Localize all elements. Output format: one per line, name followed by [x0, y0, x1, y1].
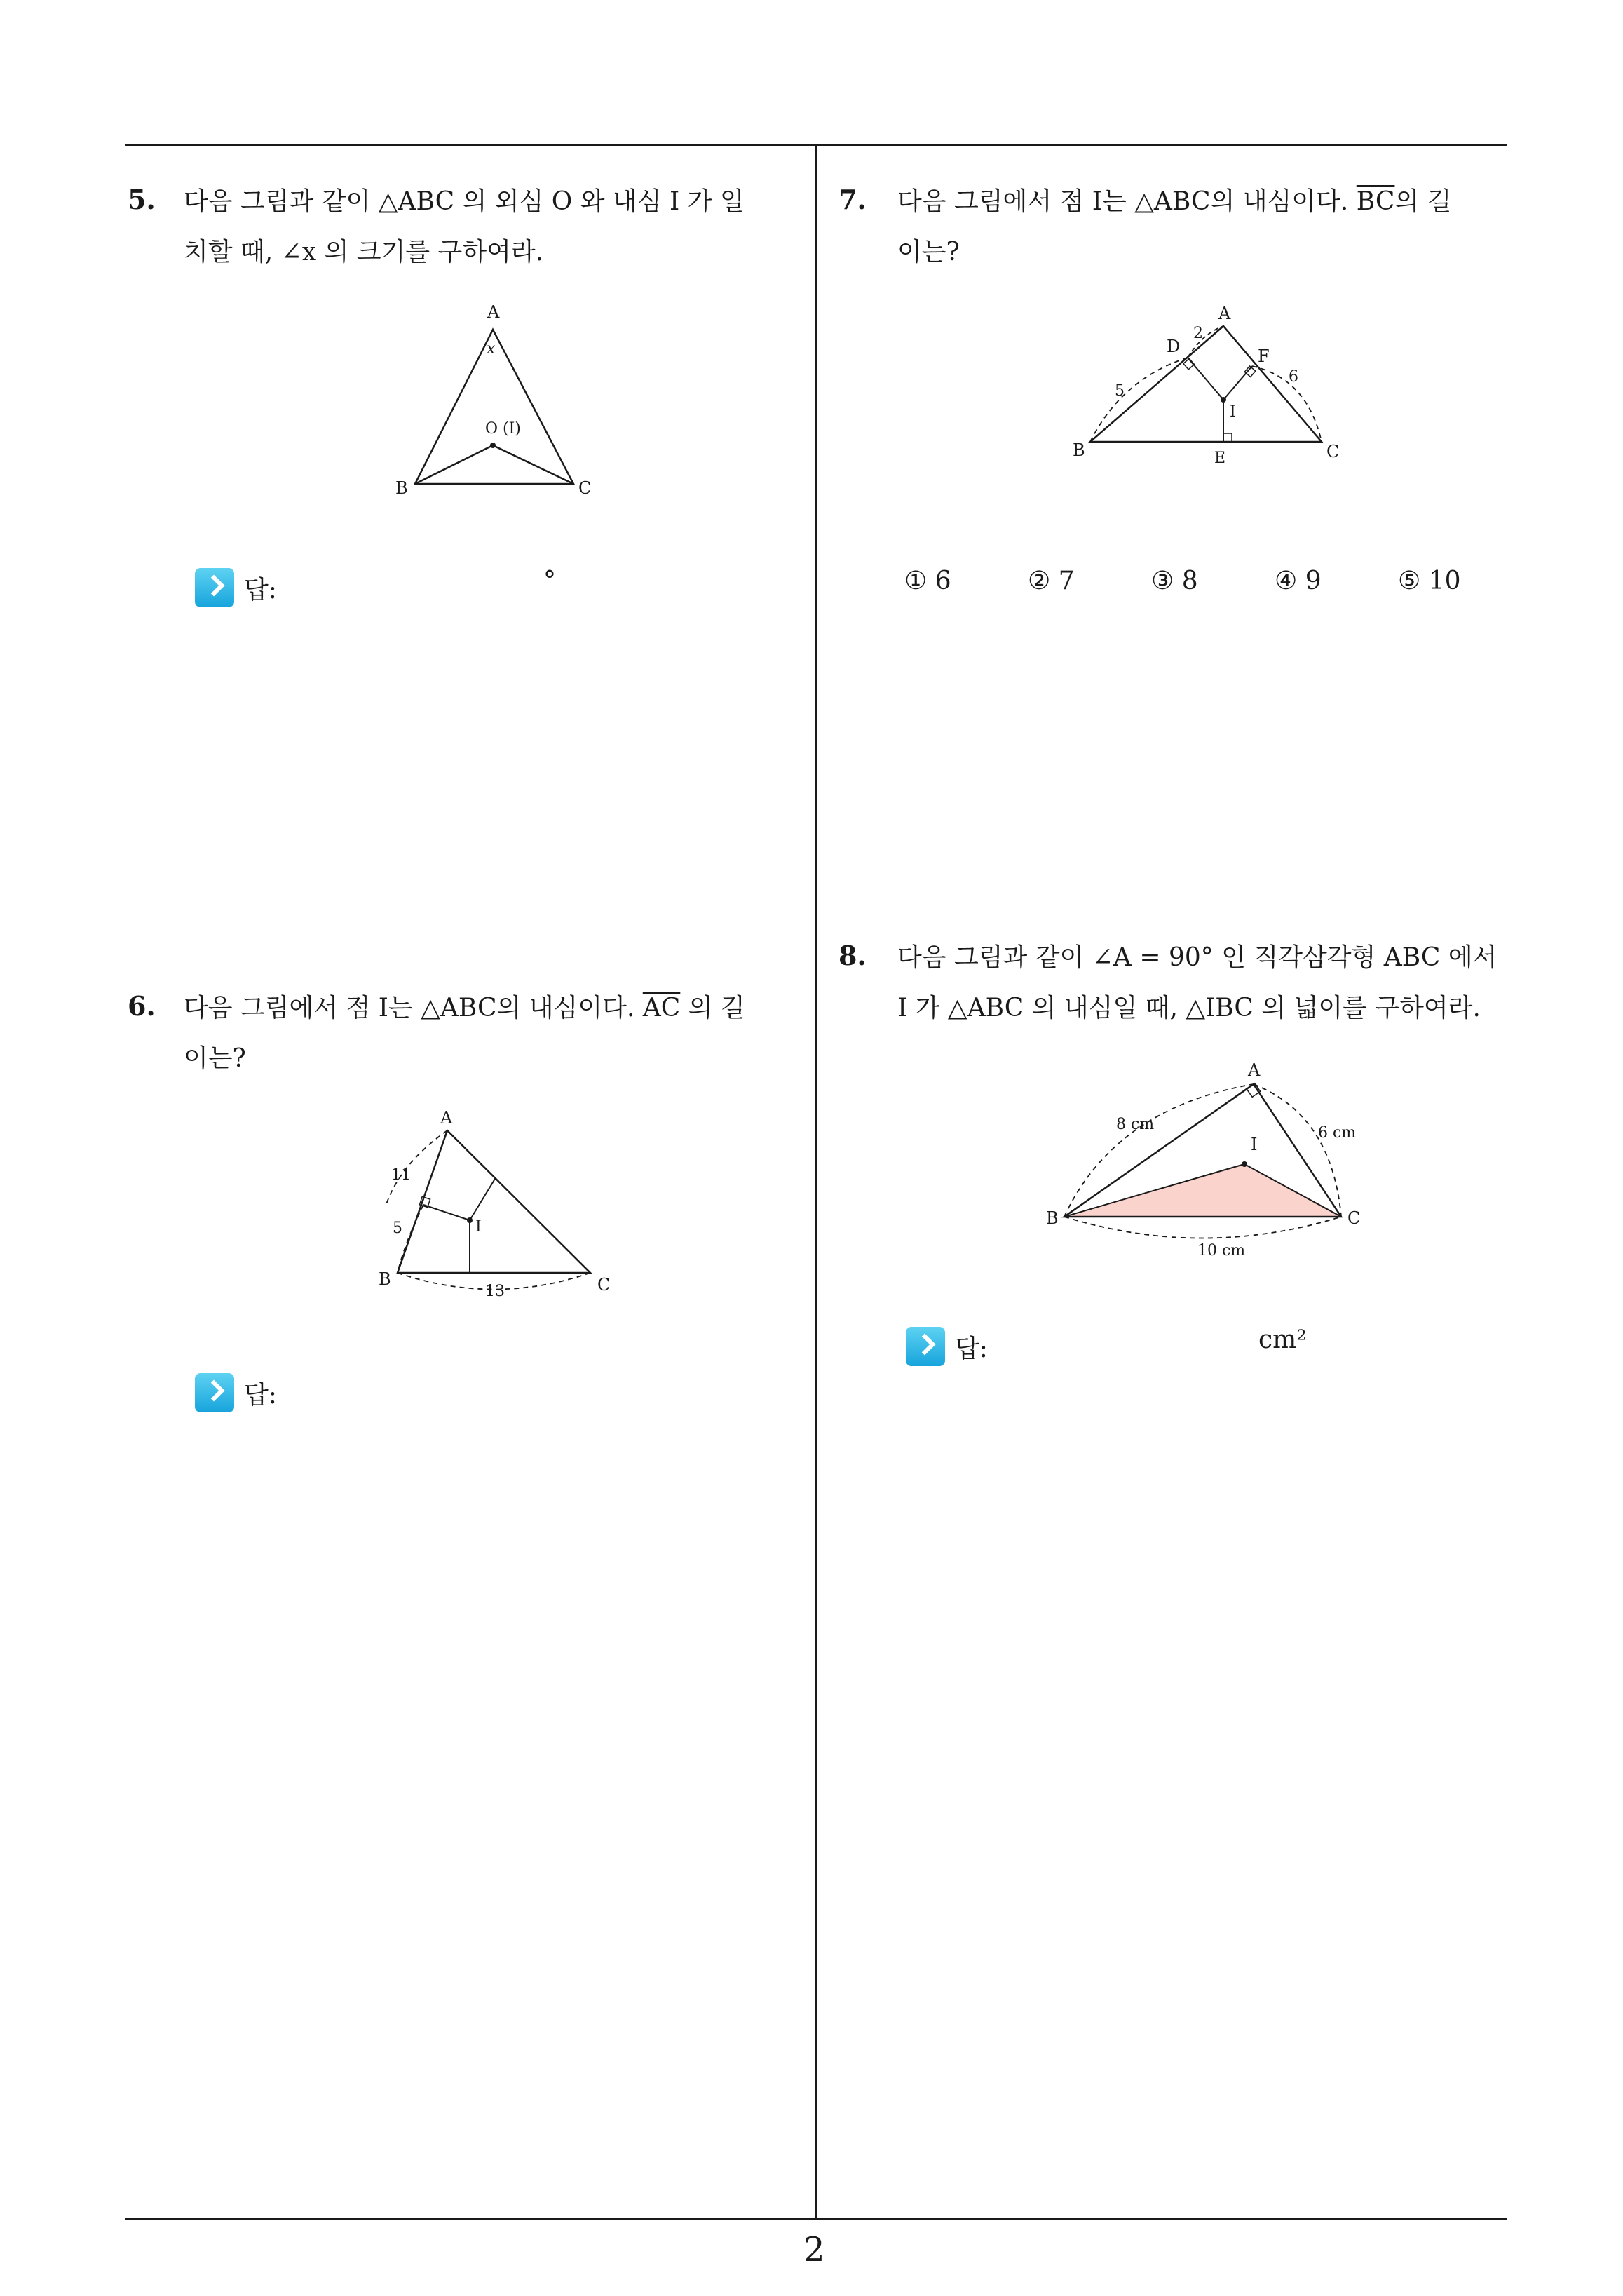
- q8-answer-label: 답:: [955, 1334, 988, 1363]
- q5-label-B: B: [395, 478, 408, 498]
- q7-label-6: 6: [1289, 368, 1298, 386]
- q7-line1-post: 의 길: [1394, 187, 1452, 216]
- q6-label-C: C: [597, 1275, 611, 1295]
- q7-label-E: E: [1214, 450, 1226, 467]
- q7-label-A: A: [1218, 304, 1231, 323]
- q5-line1: 다음 그림과 같이 △ABC 의 외심 O 와 내심 I 가 일: [184, 187, 745, 216]
- q8-label-A: A: [1248, 1060, 1261, 1080]
- q5-number: 5.: [128, 184, 156, 215]
- q6-answer-label: 답:: [244, 1380, 277, 1410]
- q7-label-2: 2: [1193, 325, 1203, 342]
- q8-label-10cm: 10 cm: [1197, 1242, 1246, 1260]
- answer-arrow-icon: [195, 568, 234, 607]
- q5-triangle-figure: [379, 295, 617, 505]
- q8-label-I: I: [1251, 1135, 1258, 1154]
- q8-label-C: C: [1347, 1208, 1361, 1228]
- q6-label-11: 11: [391, 1166, 411, 1184]
- q5-text: [184, 177, 801, 278]
- q8-label-B: B: [1046, 1208, 1059, 1228]
- q7-number: 7.: [838, 184, 867, 215]
- q6-triangle-figure: [365, 1101, 631, 1311]
- q7-choice-3[interactable]: ③ 8: [1151, 567, 1198, 595]
- q7-label-F: F: [1258, 346, 1270, 366]
- q6-line1: [184, 983, 801, 1034]
- page-number: 2: [803, 2230, 825, 2269]
- q6-label-5: 5: [393, 1220, 402, 1237]
- q5-label-C: C: [578, 478, 592, 498]
- q8-answer-unit: cm²: [1258, 1325, 1307, 1354]
- q7-triangle-figure: [1059, 302, 1360, 477]
- q5-answer-unit: °: [543, 567, 556, 595]
- q7-line1-pre: 다음 그림에서 점 I는 △ABC의 내심이다.: [897, 187, 1357, 216]
- q7-text: [897, 177, 1514, 278]
- q7-choice-5[interactable]: ⑤ 10: [1398, 567, 1461, 595]
- q6-segment-AC: $\overline{AC}$: [642, 994, 681, 1022]
- q5-answer-label: 답:: [244, 575, 277, 605]
- q8-text: [897, 933, 1514, 1034]
- q6-answer-row: [195, 1373, 277, 1412]
- q7-line1: [897, 177, 1514, 227]
- q7-segment-BC: $\overline{BC}$: [1356, 187, 1395, 216]
- q7-choice-2[interactable]: ② 7: [1028, 567, 1075, 595]
- q7-label-D: D: [1167, 337, 1181, 356]
- q6-label-I: I: [475, 1218, 482, 1236]
- q6-text: [184, 983, 801, 1084]
- q8-triangle-figure: [1031, 1052, 1388, 1269]
- q7-choice-4[interactable]: ④ 9: [1275, 567, 1322, 595]
- q5-label-A: A: [487, 302, 500, 322]
- q7-line2: 이는?: [897, 238, 960, 266]
- answer-arrow-icon: [195, 1373, 234, 1412]
- q7-choices: [904, 567, 1521, 595]
- bottom-rule: [125, 2218, 1507, 2220]
- q5-answer-row: [195, 568, 277, 607]
- q6-label-B: B: [379, 1269, 391, 1289]
- answer-arrow-icon: [906, 1327, 945, 1366]
- q8-label-6cm: 6 cm: [1318, 1124, 1357, 1142]
- q7-choice-1[interactable]: ① 6: [904, 567, 951, 595]
- q7-label-B: B: [1073, 440, 1085, 460]
- q8-answer-row: [906, 1327, 988, 1366]
- column-divider: [815, 144, 817, 2220]
- q6-line1-post: 의 길: [680, 994, 745, 1022]
- q8-number: 8.: [838, 940, 867, 971]
- q8-line2: I 가 △ABC 의 내심일 때, △IBC 의 넓이를 구하여라.: [897, 994, 1481, 1022]
- q8-line1: 다음 그림과 같이 ∠A = 90° 인 직각삼각형 ABC 에서: [897, 943, 1498, 972]
- q6-line2: 이는?: [184, 1044, 246, 1073]
- q5-label-O: O (I): [485, 420, 521, 438]
- q7-label-C: C: [1326, 442, 1340, 461]
- q6-number: 6.: [128, 990, 156, 1022]
- q6-line1-pre: 다음 그림에서 점 I는 △ABC의 내심이다.: [184, 994, 643, 1022]
- q8-label-8cm: 8 cm: [1116, 1116, 1155, 1133]
- q6-label-13: 13: [485, 1283, 505, 1300]
- q5-line2: 치할 때, ∠x 의 크기를 구하여라.: [184, 238, 544, 266]
- q7-label-5: 5: [1115, 382, 1125, 400]
- q6-label-A: A: [440, 1108, 453, 1128]
- q7-label-I: I: [1230, 403, 1236, 421]
- q5-label-x: x: [487, 340, 496, 358]
